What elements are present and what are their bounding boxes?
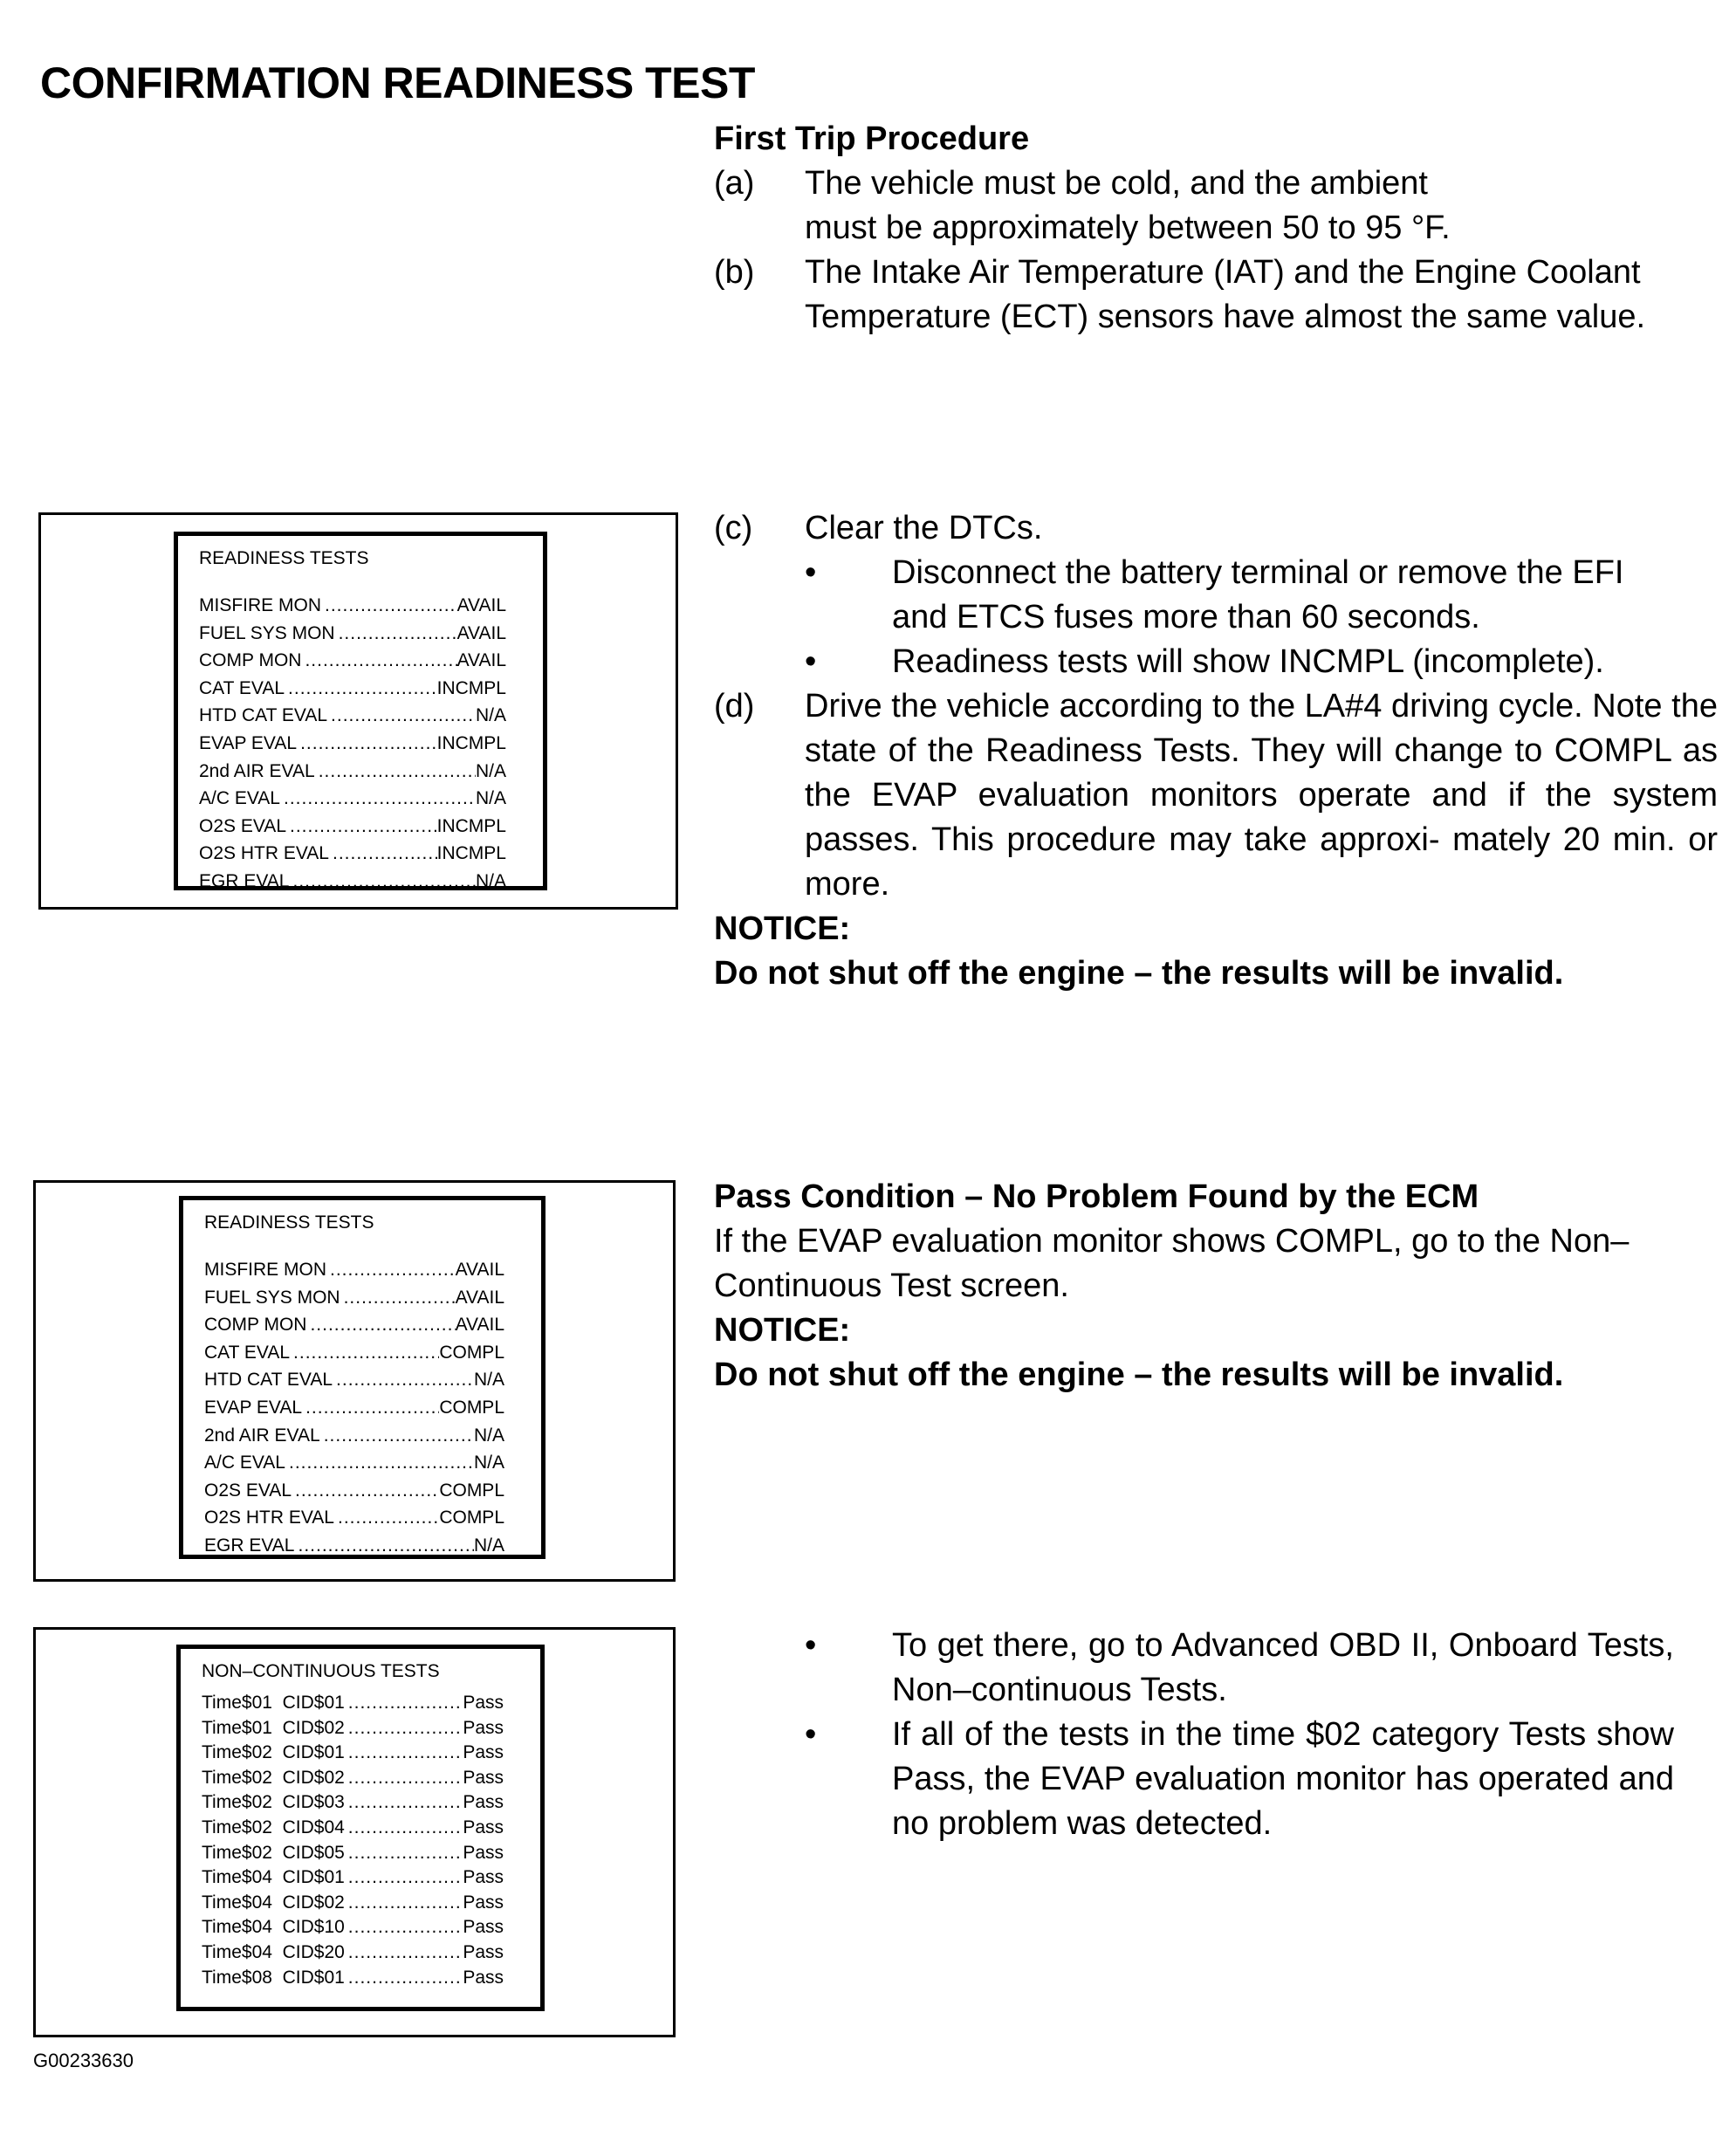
test-status: AVAIL xyxy=(455,1287,504,1308)
table-row xyxy=(204,1394,541,1422)
table-row xyxy=(199,647,543,675)
dot-leader xyxy=(286,813,437,841)
table-row xyxy=(202,1966,540,1991)
dot-leader xyxy=(334,1504,439,1532)
test-name: O2S HTR EVAL xyxy=(199,843,329,864)
dot-leader xyxy=(345,1915,463,1940)
test-name: Time$04 CID$20 xyxy=(202,1941,345,1962)
test-name: Time$04 CID$10 xyxy=(202,1917,345,1938)
table-row xyxy=(204,1477,541,1505)
test-name: Time$04 CID$02 xyxy=(202,1892,345,1913)
test-status: AVAIL xyxy=(455,1260,504,1280)
test-name: HTD CAT EVAL xyxy=(199,705,328,726)
test-name: Time$02 CID$02 xyxy=(202,1767,345,1788)
table-row xyxy=(199,592,543,620)
test-name: FUEL SYS MON xyxy=(204,1287,340,1308)
table-row xyxy=(199,730,543,758)
table-row xyxy=(204,1422,541,1450)
test-status: Pass xyxy=(463,1941,504,1962)
table-row xyxy=(204,1449,541,1477)
dot-leader xyxy=(320,1422,474,1450)
dot-leader xyxy=(285,675,437,703)
table-row xyxy=(202,1716,540,1741)
dot-leader xyxy=(345,1841,463,1866)
table-row xyxy=(202,1841,540,1866)
test-name: A/C EVAL xyxy=(204,1453,285,1473)
dot-leader xyxy=(297,730,437,758)
test-status: Pass xyxy=(463,1767,504,1788)
table-row xyxy=(202,1741,540,1766)
test-status: Pass xyxy=(463,1742,504,1763)
table-row xyxy=(199,620,543,648)
dot-leader xyxy=(280,785,476,813)
test-status: Pass xyxy=(463,1867,504,1888)
dot-leader xyxy=(290,1339,439,1367)
test-name: EGR EVAL xyxy=(199,870,290,891)
test-status: N/A xyxy=(473,1370,504,1391)
test-status: AVAIL xyxy=(456,595,506,615)
test-status: INCMPL xyxy=(436,843,506,864)
test-status: Pass xyxy=(463,1917,504,1938)
bullet-icon: • xyxy=(805,643,817,680)
test-status: N/A xyxy=(475,788,506,809)
table-row xyxy=(199,813,543,841)
table-row xyxy=(199,675,543,703)
table-row xyxy=(202,1940,540,1966)
test-name: A/C EVAL xyxy=(199,788,280,809)
readiness-tests-screen-before xyxy=(174,532,547,890)
dot-leader xyxy=(345,1716,463,1741)
bullet-item xyxy=(714,1713,1674,1846)
noncontinuous-tests-screen xyxy=(176,1645,545,2011)
table-row xyxy=(204,1311,541,1339)
test-name: Time$02 CID$03 xyxy=(202,1792,345,1813)
step-text-line: The vehicle must be cold, and the ambient xyxy=(805,165,1428,202)
bullet-text-line: Disconnect the battery terminal or remove the EFI xyxy=(892,554,1624,591)
dot-leader xyxy=(306,1311,455,1339)
test-name: Time$01 CID$01 xyxy=(202,1693,345,1713)
test-name: EGR EVAL xyxy=(204,1535,295,1556)
step-label: (b) xyxy=(714,254,755,291)
test-status: N/A xyxy=(473,1535,504,1556)
table-row xyxy=(199,758,543,786)
test-name: MISFIRE MON xyxy=(204,1260,326,1280)
test-status: Pass xyxy=(463,1792,504,1813)
test-status: AVAIL xyxy=(456,622,506,643)
test-name: Time$02 CID$04 xyxy=(202,1817,345,1837)
step-b xyxy=(714,251,1718,340)
bullet-text: To get there, go to Advanced OBD II, Onboard Tests, Non–continuous Tests. xyxy=(892,1627,1674,1708)
test-name: Time$02 CID$05 xyxy=(202,1842,345,1863)
screen-title: NON–CONTINUOUS TESTS xyxy=(202,1661,440,1681)
dot-leader xyxy=(302,1394,439,1422)
test-status: COMPL xyxy=(439,1397,504,1418)
notice-text: Do not shut off the engine – the results will be invalid. xyxy=(714,955,1564,992)
dot-leader xyxy=(289,868,476,896)
dot-leader xyxy=(345,1865,463,1891)
test-name: O2S EVAL xyxy=(199,815,286,836)
bullet-icon: • xyxy=(805,1627,817,1664)
notice-label: NOTICE: xyxy=(714,910,851,947)
step-label: (d) xyxy=(714,688,755,725)
table-row xyxy=(202,1816,540,1841)
test-name: EVAP EVAL xyxy=(199,732,298,753)
dot-leader xyxy=(321,592,457,620)
test-status: COMPL xyxy=(439,1342,504,1363)
test-status: N/A xyxy=(473,1425,504,1446)
dot-leader xyxy=(333,1366,474,1394)
notice-label: NOTICE: xyxy=(714,1312,851,1349)
test-status: N/A xyxy=(475,870,506,891)
test-name: CAT EVAL xyxy=(204,1342,291,1363)
table-row xyxy=(204,1532,541,1560)
test-name: FUEL SYS MON xyxy=(199,622,335,643)
table-row xyxy=(202,1790,540,1816)
table-row xyxy=(204,1504,541,1532)
noncontinuous-instructions xyxy=(714,1624,1674,1846)
dot-leader xyxy=(327,702,476,730)
dot-leader xyxy=(285,1449,474,1477)
test-status: N/A xyxy=(473,1453,504,1473)
test-name: 2nd AIR EVAL xyxy=(199,760,315,781)
bullet-text-line: Readiness tests will show INCMPL (incomplete). xyxy=(892,643,1604,680)
step-text-line: must be approximately between 50 to 95 °F. xyxy=(805,209,1451,246)
test-status: Pass xyxy=(463,1892,504,1913)
dot-leader xyxy=(329,840,437,868)
test-status: COMPL xyxy=(439,1508,504,1528)
dot-leader xyxy=(340,1284,456,1312)
step-text-line: The Intake Air Temperature (IAT) and the Engine Coolant xyxy=(805,254,1641,291)
bullet-icon: • xyxy=(805,554,817,591)
step-c xyxy=(714,506,1718,551)
table-row xyxy=(202,1915,540,1940)
test-name: Time$04 CID$01 xyxy=(202,1867,345,1888)
table-row xyxy=(199,868,543,896)
test-name: COMP MON xyxy=(199,650,302,671)
dot-leader xyxy=(345,1691,463,1716)
dot-leader xyxy=(345,1766,463,1791)
step-text: Drive the vehicle according to the LA#4 driving cycle. Note the state of the Readiness Tests. They will change to COMPL as the EVAP evaluation monitors operate and if the system passes. This procedure may take approxi- mately 20 min. or more. xyxy=(805,688,1718,903)
dot-leader xyxy=(345,1891,463,1916)
bullet-text-line: and ETCS fuses more than 60 seconds. xyxy=(892,599,1480,635)
table-row xyxy=(204,1339,541,1367)
noncontinuous-rows xyxy=(202,1691,540,1990)
test-status: AVAIL xyxy=(455,1315,504,1336)
first-trip-section xyxy=(714,117,1718,340)
pass-condition-heading: Pass Condition – No Problem Found by the ECM xyxy=(714,1178,1479,1215)
table-row xyxy=(199,840,543,868)
test-status: N/A xyxy=(475,760,506,781)
test-name: Time$01 CID$02 xyxy=(202,1717,345,1738)
table-row xyxy=(199,785,543,813)
table-row xyxy=(202,1865,540,1891)
pass-condition-section xyxy=(714,1175,1718,1398)
dot-leader xyxy=(345,1816,463,1841)
dot-leader xyxy=(335,620,457,648)
bullet-item xyxy=(714,1624,1674,1713)
test-name: 2nd AIR EVAL xyxy=(204,1425,320,1446)
test-name: CAT EVAL xyxy=(199,677,285,698)
test-status: Pass xyxy=(463,1842,504,1863)
test-status: INCMPL xyxy=(436,732,506,753)
test-status: Pass xyxy=(463,1693,504,1713)
figure-id: G00233630 xyxy=(33,2050,134,2071)
test-status: Pass xyxy=(463,1817,504,1837)
table-row xyxy=(204,1366,541,1394)
test-name: Time$02 CID$01 xyxy=(202,1742,345,1763)
test-name: EVAP EVAL xyxy=(204,1397,303,1418)
test-status: Pass xyxy=(463,1717,504,1738)
step-d xyxy=(714,684,1718,907)
test-status: COMPL xyxy=(439,1480,504,1501)
table-row xyxy=(199,702,543,730)
step-text-line: Temperature (ECT) sensors have almost the same value. xyxy=(805,299,1646,335)
test-status: Pass xyxy=(463,1967,504,1988)
bullet-item xyxy=(714,640,1718,684)
dot-leader xyxy=(326,1256,456,1284)
dot-leader xyxy=(345,1966,463,1991)
test-name: Time$08 CID$01 xyxy=(202,1967,345,1988)
bullet-icon: • xyxy=(805,1716,817,1753)
dot-leader xyxy=(315,758,476,786)
test-name: O2S EVAL xyxy=(204,1480,292,1501)
dot-leader xyxy=(292,1477,439,1505)
test-status: INCMPL xyxy=(436,815,506,836)
step-a xyxy=(714,161,1718,251)
dot-leader xyxy=(345,1940,463,1966)
table-row xyxy=(204,1284,541,1312)
table-row xyxy=(202,1891,540,1916)
bullet-text: If all of the tests in the time $02 category Tests show Pass, the EVAP evaluation monitor has operated and no problem was detected. xyxy=(892,1716,1674,1842)
table-row xyxy=(204,1256,541,1284)
test-status: AVAIL xyxy=(456,650,506,671)
table-row xyxy=(202,1691,540,1716)
first-trip-heading: First Trip Procedure xyxy=(714,120,1030,157)
notice-text: Do not shut off the engine – the results will be invalid. xyxy=(714,1356,1564,1393)
step-label: (c) xyxy=(714,510,753,546)
test-name: COMP MON xyxy=(204,1315,307,1336)
dot-leader xyxy=(345,1741,463,1766)
step-text: Clear the DTCs. xyxy=(805,510,1043,546)
dot-leader xyxy=(345,1790,463,1816)
screen-title: READINESS TESTS xyxy=(199,548,369,568)
readiness-rows xyxy=(199,592,543,896)
dot-leader xyxy=(301,647,456,675)
test-status: N/A xyxy=(475,705,506,726)
table-row xyxy=(202,1766,540,1791)
clear-dtc-section xyxy=(714,506,1718,996)
test-name: HTD CAT EVAL xyxy=(204,1370,333,1391)
test-status: INCMPL xyxy=(436,677,506,698)
dot-leader xyxy=(294,1532,474,1560)
readiness-rows xyxy=(204,1256,541,1560)
page-title: CONFIRMATION READINESS TEST xyxy=(40,58,755,107)
step-label: (a) xyxy=(714,165,755,202)
screen-title: READINESS TESTS xyxy=(204,1212,374,1233)
pass-condition-text: If the EVAP evaluation monitor shows COMPL, go to the Non– Continuous Test screen. xyxy=(714,1223,1630,1304)
test-name: O2S HTR EVAL xyxy=(204,1508,334,1528)
test-name: MISFIRE MON xyxy=(199,595,321,615)
readiness-tests-screen-after xyxy=(179,1196,546,1559)
bullet-item xyxy=(714,551,1718,640)
